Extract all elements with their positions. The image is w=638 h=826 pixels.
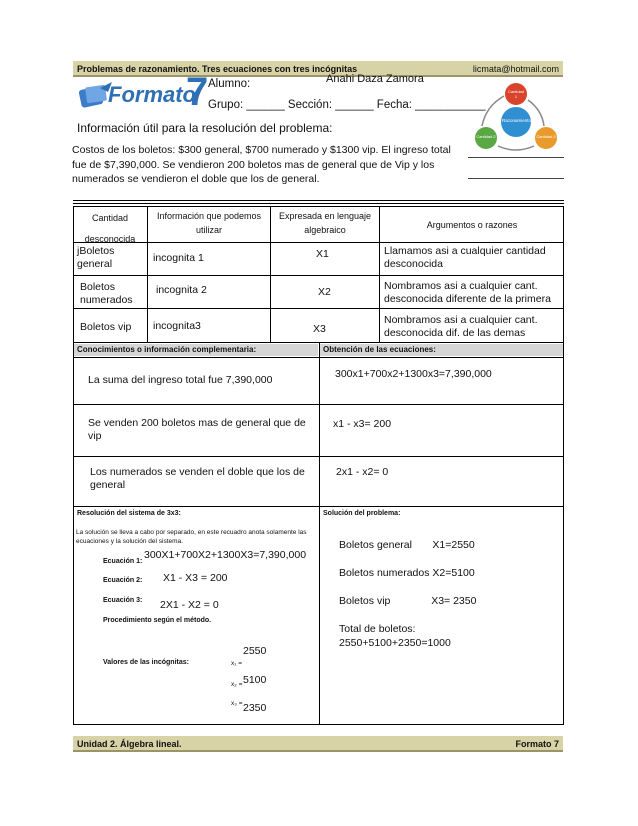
row3-arg: Nombramos asi a cualquier cant. desconocida dif. de las demas xyxy=(384,314,538,339)
row1-arg: Llamamos asi a cualquier cantidad desconocida xyxy=(384,245,546,270)
x2-label: x₂ = xyxy=(231,681,243,688)
problem-text: Costos de los boletos: $300 general, $700 numerado y $1300 vip. El ingreso total fue de $7,390,000. Se vendieron 200 boletos mas de general que de Vip y los numerados se vendieron el doble que los de general. xyxy=(72,144,451,185)
row-line-2 xyxy=(73,275,564,276)
row1-cantidad: jBoletos general xyxy=(77,245,115,270)
eq2-label: Ecuación 2: xyxy=(103,577,143,584)
eq1-label: Ecuación 1: xyxy=(103,558,143,565)
row-line-1 xyxy=(73,242,564,243)
resolution-note: La solución se lleva a cabo por separado, en este recuadro anota solamente las ecuaciones y la solución del sistema. xyxy=(76,529,307,545)
knowledge-3: Los numerados se venden el doble que los de general xyxy=(90,466,305,491)
alumno-label: Alumno: xyxy=(208,78,251,90)
info-title: Información útil para la resolución del problema: xyxy=(77,121,333,135)
total-label: Total de boletos: xyxy=(339,623,416,635)
diagram-line-1 xyxy=(468,157,564,158)
solution-line-1: Boletos general X1=2550 xyxy=(339,539,475,551)
knowledge-1: La suma del ingreso total fue 7,390,000 xyxy=(88,374,273,386)
row1-expr: X1 xyxy=(316,248,329,260)
eq3-label: Ecuación 3: xyxy=(103,597,143,604)
logo-number: 7 xyxy=(186,70,209,114)
row3-info: incognita3 xyxy=(153,320,201,332)
rule-top-1 xyxy=(73,200,564,201)
header-argumentos: Argumentos o razones xyxy=(426,220,518,230)
eq1-value: 300X1+700X2+1300X3=7,390,000 xyxy=(144,549,307,561)
diagram-left: Cantidad 2 xyxy=(476,134,496,139)
equations-title: Obtención de las ecuaciones: xyxy=(320,344,563,356)
knowledge-2: Se venden 200 boletos mas de general que de vip xyxy=(88,417,306,442)
footer-bar xyxy=(73,736,563,752)
k-line-1 xyxy=(73,404,564,405)
row1-info: incognita 1 xyxy=(153,252,204,264)
footer-left: Unidad 2. Álgebra lineal. xyxy=(77,739,182,749)
reasoning-diagram xyxy=(470,80,562,155)
row3-cantidad: Boletos vip xyxy=(80,321,132,333)
row2-arg: Nombramos asi a cualquier cant. desconocida diferente de la primera xyxy=(384,280,551,305)
knowledge-title: Conocimientos o información complementaria: xyxy=(74,344,318,356)
total-value: 2550+5100+2350=1000 xyxy=(339,637,451,649)
k-line-2 xyxy=(73,456,564,457)
col-line-2 xyxy=(270,206,271,342)
x1-value: 2550 xyxy=(243,645,267,657)
header-bar xyxy=(73,61,563,77)
header-informacion: Información que podemos utilizar xyxy=(156,211,262,235)
x2-value: 5100 xyxy=(243,674,267,686)
row2-info: incognita 2 xyxy=(156,284,207,296)
procedure-label: Procedimiento según el método. xyxy=(103,617,212,624)
header-title: Problemas de razonamiento. Tres ecuaciones con tres incógnitas xyxy=(77,64,358,74)
header-email: licmata@hotmail.com xyxy=(472,64,559,74)
row-line-3 xyxy=(73,308,564,309)
footer-right: Formato 7 xyxy=(515,739,559,749)
grupo-line: Grupo: ______ Sección: ______ Fecha: ___________ xyxy=(208,99,486,111)
resolution-title: Resolución del sistema de 3x3: xyxy=(77,510,181,517)
solution-line-2: Boletos numerados X2=5100 xyxy=(339,567,475,579)
x3-value: 2350 xyxy=(243,702,267,714)
header-cantidad: Cantidad desconocida xyxy=(84,213,136,244)
equation-1: 300x1+700x2+1300x3=7,390,000 xyxy=(335,368,492,380)
diagram-right: Cantidad 3 xyxy=(536,134,556,139)
x3-label: x₃ = xyxy=(231,700,243,707)
mid-col-line xyxy=(319,342,320,725)
solution-line-3: Boletos vip X3= 2350 xyxy=(339,595,477,607)
col-line-1 xyxy=(147,206,148,342)
row2-cantidad: Boletos numerados xyxy=(80,281,133,306)
logo-word: Formato xyxy=(108,82,196,107)
diagram-center: Razonamiento xyxy=(502,118,532,123)
solution-title: Solución del problema: xyxy=(323,510,401,517)
diagram-line-2 xyxy=(468,178,564,179)
alumno-value[interactable]: Anahi Daza Zamora xyxy=(326,73,424,85)
diagram-top: Cantidad 1 xyxy=(507,89,524,99)
row2-expr: X2 xyxy=(318,286,331,298)
values-label: Valores de las incógnitas: xyxy=(103,659,189,666)
k-line-3 xyxy=(73,506,564,507)
k-line-0 xyxy=(73,357,564,358)
equation-2: x1 - x3= 200 xyxy=(333,418,392,430)
rule-top-2 xyxy=(73,203,564,204)
equation-3: 2x1 - x2= 0 xyxy=(336,466,389,478)
x1-label: x₁ = xyxy=(231,660,243,667)
header-expresada: Expresada en lenguaje algebraico xyxy=(278,211,372,235)
eq3-value: 2X1 - X2 = 0 xyxy=(160,599,219,611)
formato-logo xyxy=(78,70,209,114)
row3-expr: X3 xyxy=(313,323,326,335)
eq2-value: X1 - X3 = 200 xyxy=(163,572,228,584)
